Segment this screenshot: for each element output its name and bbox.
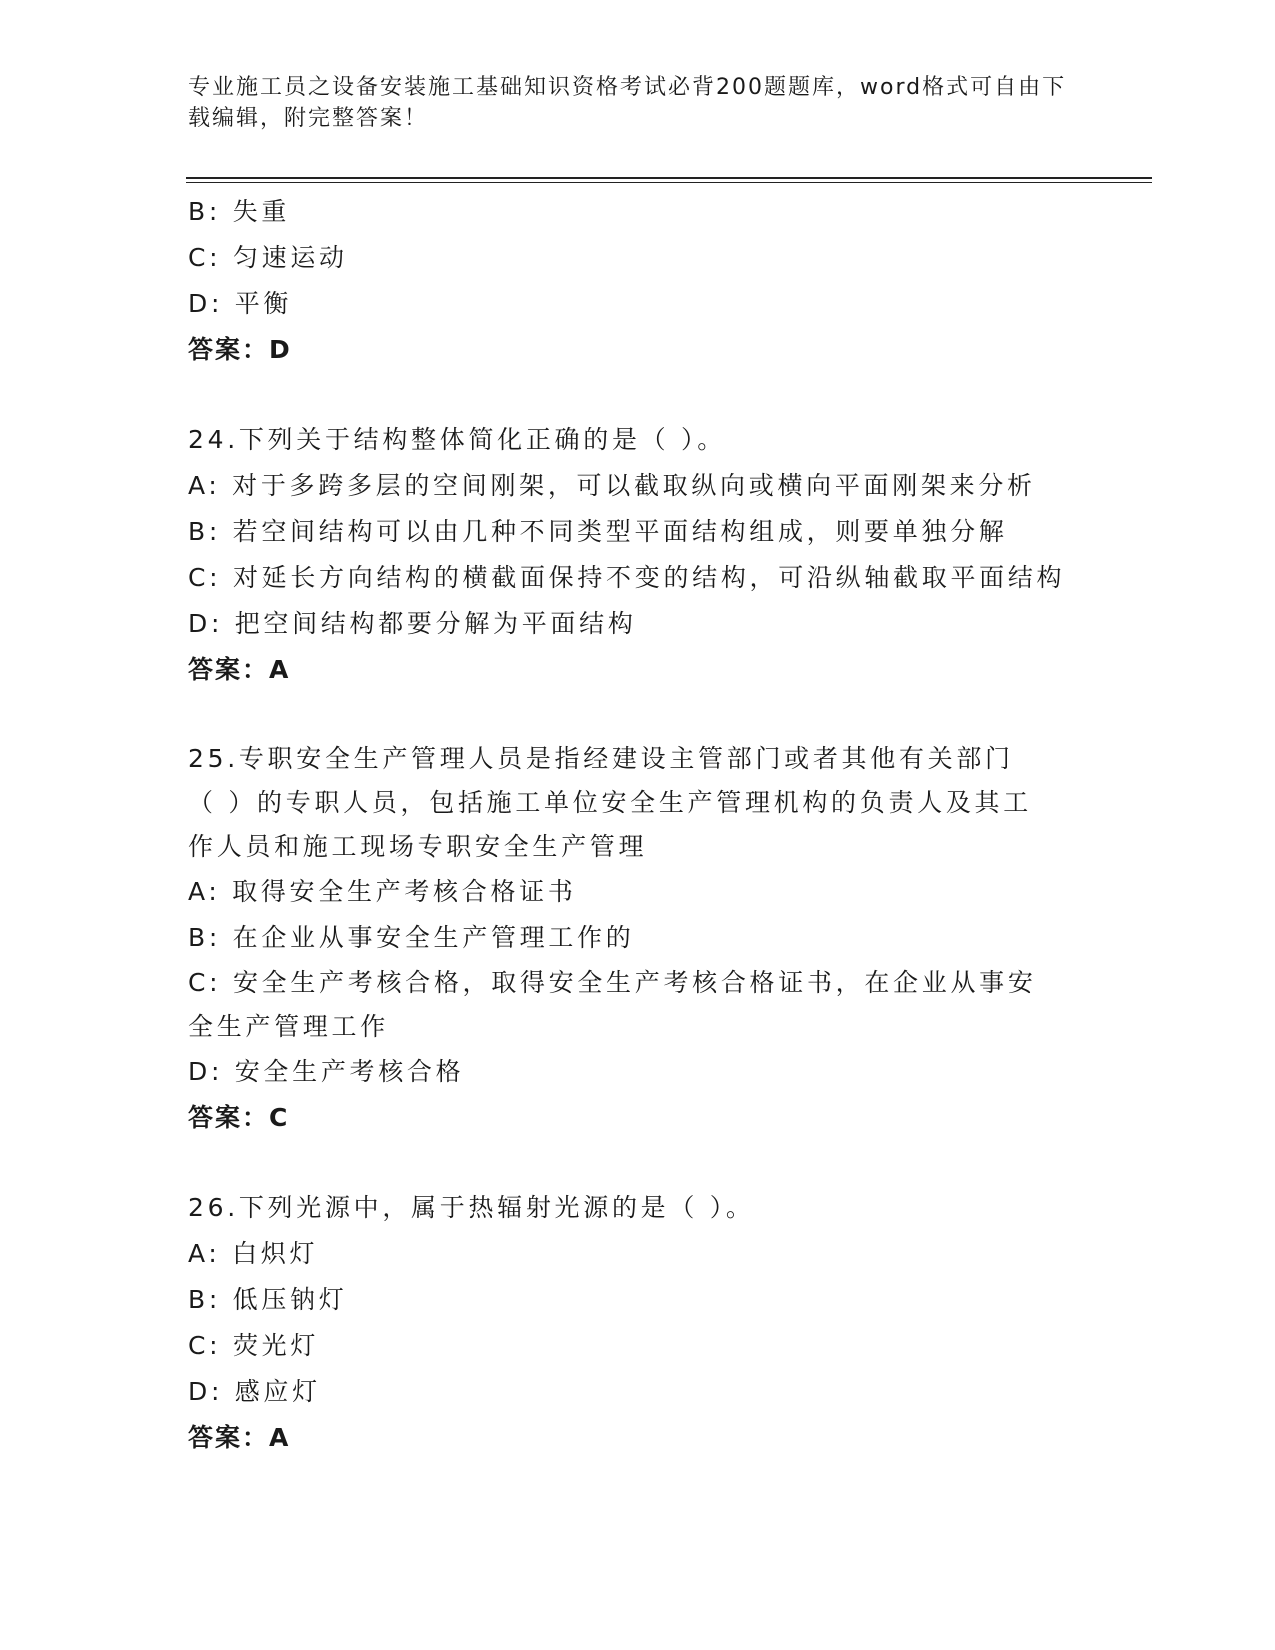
option-c: C: 匀速运动 [188, 243, 348, 272]
option-c: C: 荧光灯 [188, 1331, 320, 1360]
option-c: C: 对延长方向结构的横截面保持不变的结构，可沿纵轴截取平面结构 [188, 563, 1066, 592]
option-d: D: 把空间结构都要分解为平面结构 [188, 609, 637, 638]
question-25 [188, 737, 1088, 1141]
question-list [188, 189, 1088, 1461]
option-b: B: 在企业从事安全生产管理工作的 [188, 923, 635, 952]
prev-question-block [188, 189, 1088, 373]
spacer [188, 373, 1088, 417]
question-text: 24.下列关于结构整体简化正确的是（ ）。 [188, 425, 726, 454]
option-b: B: 低压钠灯 [188, 1285, 348, 1314]
answer: 答案：A [188, 1423, 291, 1452]
answer: 答案：A [188, 655, 291, 684]
option-d: D: 感应灯 [188, 1377, 321, 1406]
spacer [188, 693, 1088, 737]
header-rule-thick [186, 177, 1152, 179]
spacer [188, 1141, 1088, 1185]
option-b: B: 失重 [188, 197, 291, 226]
option-d: D: 安全生产考核合格 [188, 1057, 465, 1086]
question-24 [188, 417, 1088, 693]
answer: 答案：C [188, 1103, 290, 1132]
question-26 [188, 1185, 1088, 1461]
option-b: B: 若空间结构可以由几种不同类型平面结构组成，则要单独分解 [188, 517, 1008, 546]
option-a: A: 对于多跨多层的空间刚架，可以截取纵向或横向平面刚架来分析 [188, 471, 1036, 500]
option-a: A: 白炽灯 [188, 1239, 319, 1268]
question-text: 25.专职安全生产管理人员是指经建设主管部门或者其他有关部门（ ）的专职人员，包括施工单位安全生产管理机构的负责人及其工作人员和施工现场专职安全生产管理 [188, 744, 1032, 861]
option-d: D: 平衡 [188, 289, 293, 318]
option-a: A: 取得安全生产考核合格证书 [188, 877, 577, 906]
option-c: C: 安全生产考核合格，取得安全生产考核合格证书，在企业从事安全生产管理工作 [188, 968, 1037, 1041]
question-text: 26.下列光源中，属于热辐射光源的是（ ）。 [188, 1193, 755, 1222]
header-rule-thin [186, 182, 1152, 183]
page-header: 专业施工员之设备安装施工基础知识资格考试必背200题题库，word格式可自由下载编辑，附完整答案！ [188, 75, 1067, 131]
answer: 答案：D [188, 335, 292, 364]
